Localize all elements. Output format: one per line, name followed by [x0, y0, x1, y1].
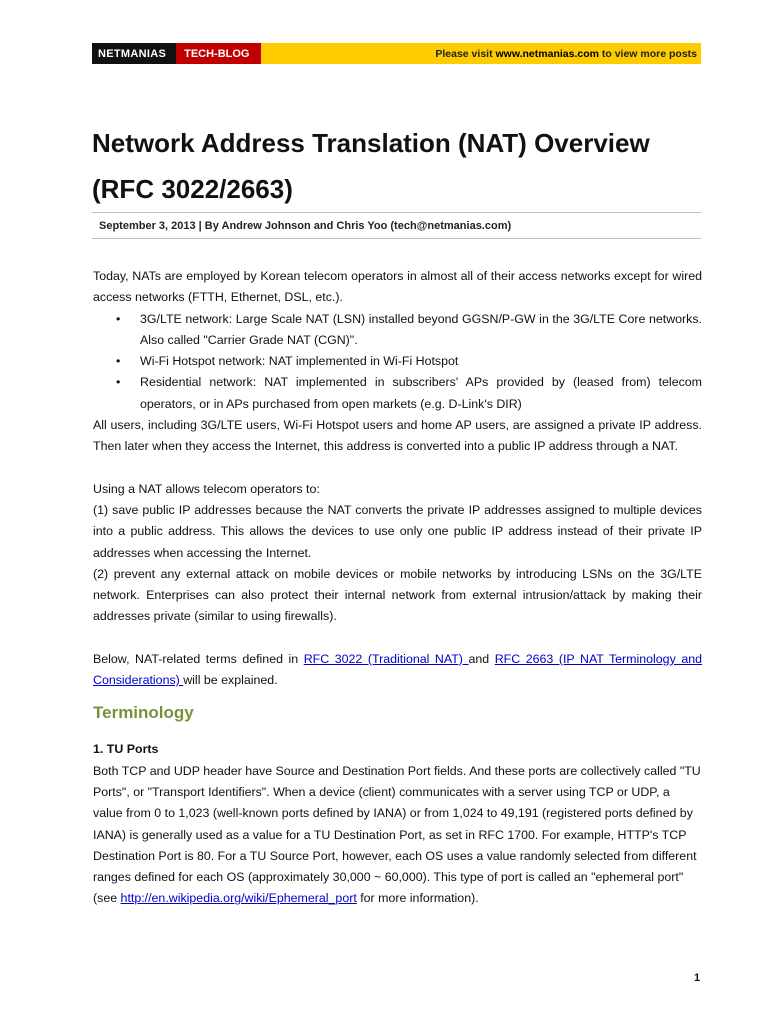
list-item — [116, 372, 702, 415]
spacer — [93, 628, 702, 649]
below-paragraph — [93, 649, 702, 692]
list-item-text: 3G/LTE network: Large Scale NAT (LSN) installed beyond GGSN/P-GW in the 3G/LTE Core networks. Also called "Carrier Grade NAT (CGN)". — [140, 311, 702, 347]
page-title: Network Address Translation (NAT) Overview (RFC 3022/2663) — [92, 128, 650, 204]
rfc3022-link[interactable]: RFC 3022 (Traditional NAT) — [303, 651, 469, 666]
ephemeral-port-link[interactable]: http://en.wikipedia.org/wiki/Ephemeral_port — [120, 891, 357, 906]
intro-paragraph: Today, NATs are employed by Korean telecom operators in almost all of their access networks except for wired access networks (FTTH, Ethernet, DSL, etc.). — [93, 269, 702, 305]
tu-ports-paragraph — [93, 761, 702, 910]
bullet-icon: • — [116, 354, 121, 369]
rfc2663-link[interactable]: RFC 2663 (IP NAT Terminology and Considerations) — [93, 651, 702, 688]
using-intro: Using a NAT allows telecom operators to: — [93, 481, 320, 496]
list-item — [116, 351, 702, 372]
bullet-icon: • — [116, 311, 121, 326]
spacer — [93, 458, 702, 479]
tech-blog-tag: TECH-BLOG — [176, 43, 261, 64]
below-mid: and — [468, 651, 495, 666]
byline: September 3, 2013 | By Andrew Johnson and Chris Yoo (tech@netmanias.com) — [92, 212, 701, 239]
using-point-1: (1) save public IP addresses because the NAT converts the private IP addresses assigned to multiple devices into a public address. This allows the devices to use only one public IP address instead of their private IP addresses when accessing the Internet. — [93, 502, 702, 560]
header-banner — [92, 43, 701, 64]
tu-ports-heading: 1. TU Ports — [93, 742, 159, 757]
list-item-text: Residential network: NAT implemented in subscribers' APs provided by (leased from) telecom operators, or in APs purchased from open markets (e.g. D-Link's DIR) — [140, 375, 702, 411]
tu-text-before: Both TCP and UDP header have Source and Destination Port fields. And these ports are collectively called "TU Ports", or "Transport Identifiers". When a device (client) communicates with a server using TCP or UDP, a value from 0 to 1,023 (well-known ports defined by IANA) or from 1,024 to 49,191 (registered ports defined by IANA) is generally used as a value for a TU Destination Port, as set in RFC 1700. For example, HTTP's TCP Destination Port is 80. For a TU Source Port, however, each OS uses a value randomly selected from different ranges defined for each OS (approximately 30,000 ~ 60,000). This type of port is called an "ephemeral port" (see — [93, 763, 701, 906]
using-point-2: (2) prevent any external attack on mobile devices or mobile networks by introducing LSNs on the 3G/LTE network. Enterprises can also protect their internal network from external intrusion/attack by making their addresses private (similar to using firewalls). — [93, 566, 702, 624]
tu-text-after: for more information). — [356, 891, 479, 906]
below-prefix: Below, NAT-related terms defined in — [93, 651, 304, 666]
brand-label: NETMANIAS — [92, 43, 176, 64]
article-body — [93, 266, 702, 910]
below-suffix: will be explained. — [183, 673, 278, 688]
page-number: 1 — [694, 972, 701, 984]
visit-prefix: Please visit — [435, 47, 496, 60]
visit-url[interactable]: www.netmanias.com — [495, 47, 599, 60]
list-item-text: Wi-Fi Hotspot network: NAT implemented in Wi-Fi Hotspot — [140, 354, 459, 369]
section-heading: Terminology — [93, 703, 194, 723]
users-paragraph: All users, including 3G/LTE users, Wi-Fi Hotspot users and home AP users, are assigned a private IP address. Then later when they access the Internet, this address is converted into a public IP address through a NAT. — [93, 418, 702, 454]
bullet-icon: • — [116, 375, 121, 390]
visit-suffix: to view more posts — [598, 47, 697, 60]
bullet-list — [93, 309, 702, 415]
visit-notice — [435, 48, 701, 60]
list-item — [116, 309, 702, 352]
